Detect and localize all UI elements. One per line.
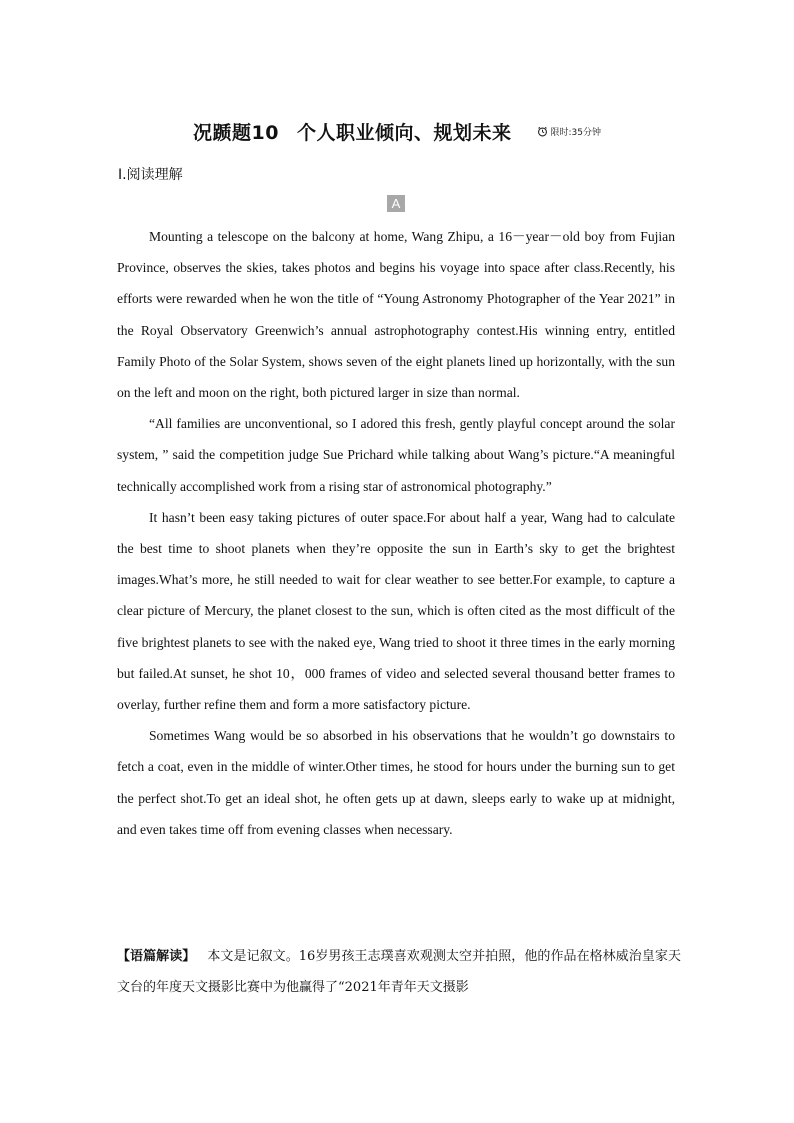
- passage-label-badge: A: [387, 195, 405, 212]
- page-title: [193, 118, 511, 145]
- analysis-text: 本文是记叙文。16岁男孩王志璞喜欢观测太空并拍照，他的作品在格林威治皇家天文台的年度天文摄影比赛中为他赢得了“2021年青年天文摄影: [117, 949, 681, 995]
- passage-body: [117, 221, 675, 845]
- title-topic-name: 个人职业倾向、规划未来: [296, 122, 512, 144]
- title-topic-number: 况踬题10: [193, 122, 279, 144]
- analysis-label: 【语篇解读】: [117, 949, 196, 964]
- section-heading: Ⅰ.阅读理解: [118, 167, 183, 183]
- passage-paragraph-4: Sometimes Wang would be so absorbed in his observations that he wouldn’t go downstairs to fetch a coat, even in the middle of winter.Other times, he stood for hours under the burning sun to get the perfect shot.To get an ideal shot, he often gets up at dawn, sleeps early to wake up at midnight, and even takes time off from evening classes when necessary.: [117, 728, 675, 837]
- time-limit-text: 限时:35分钟: [550, 128, 601, 138]
- passage-paragraph-1: Mounting a telescope on the balcony at home, Wang Zhipu, a 16－year－old boy from Fujian Province, observes the skies, takes photos and begins his voyage into space after class.Recently, his efforts were rewarded when he won the title of “Young Astronomy Photographer of the Year 2021” in the Royal Observatory Greenwich’s annual astrophotography contest.His winning entry, entitled Family Photo of the Solar System, shows seven of the eight planets lined up horizontally, with the sun on the left and moon on the right, both pictured larger in size than normal.: [117, 229, 675, 401]
- title-row: [0, 118, 794, 145]
- passage-paragraph-2: “All families are unconventional, so I adored this fresh, gently playful concept around the solar system, ” said the competition judge Sue Prichard while talking about Wang’s picture.“A meaningful technically accomplished work from a rising star of astronomical photography.”: [117, 416, 675, 494]
- passage-paragraph-3: It hasn’t been easy taking pictures of outer space.For about half a year, Wang had to calculate the best time to shoot planets when they’re opposite the sun in Earth’s sky to get the brightest images.What’s more, he still needed to wait for clear weather to see better.For example, to capture a clear picture of Mercury, the planet closest to the sun, which is often cited as the most difficult of the five brightest planets to see with the naked eye, Wang tried to shoot it three times in the early morning but failed.At sunset, he shot 10，000 frames of video and selected several thousand better frames to overlay, further refine them and form a more satisfactory picture.: [117, 509, 675, 713]
- passage-analysis: [117, 941, 681, 1003]
- clock-icon: [537, 126, 548, 137]
- time-limit: [537, 125, 601, 138]
